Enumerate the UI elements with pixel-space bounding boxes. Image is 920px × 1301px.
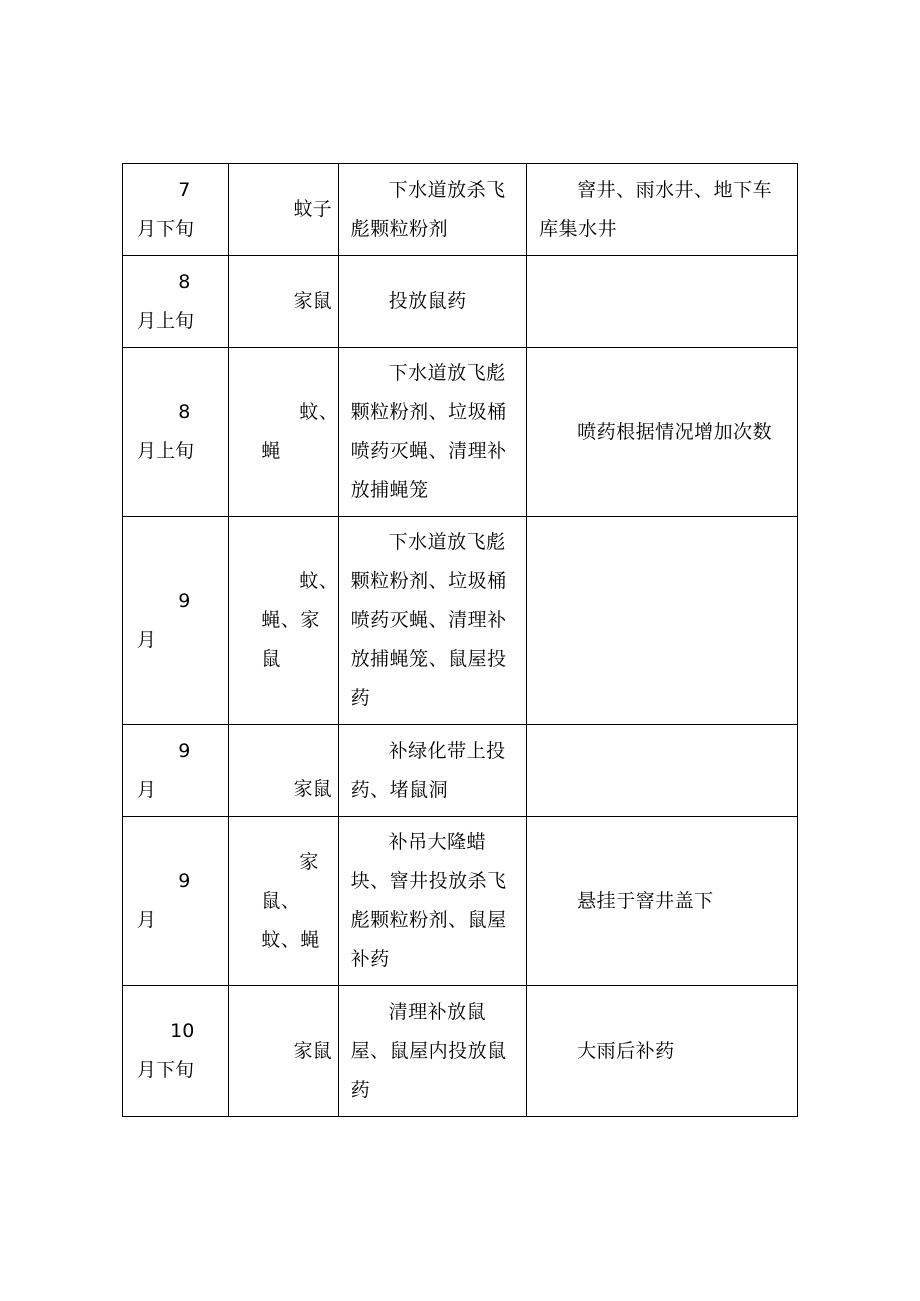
measure-text: 下水道放飞彪颗粒粉剂、垃圾桶喷药灭蝇、清理补放捕蝇笼、鼠屋投药 — [350, 531, 507, 709]
note-cell — [527, 348, 798, 517]
date-unit: 月上旬 — [137, 440, 195, 462]
date-unit: 月 — [137, 909, 157, 931]
date-cell — [123, 817, 229, 986]
pest-cell — [229, 256, 338, 348]
date-cell — [123, 517, 229, 725]
table-row — [123, 517, 798, 725]
date-unit: 月 — [137, 628, 157, 651]
date-cell — [123, 164, 229, 256]
table-row — [123, 256, 798, 348]
note-text: 大雨后补药 — [577, 1039, 675, 1062]
table-row — [123, 725, 798, 817]
measure-text: 补吊大隆蜡块、窨井投放杀飞彪颗粒粉剂、鼠屋补药 — [350, 831, 507, 970]
pest-cell — [229, 348, 338, 517]
table-row — [123, 817, 798, 986]
measure-cell — [338, 256, 527, 348]
date-cell — [123, 256, 229, 348]
date-cell — [123, 348, 229, 517]
date-number: 9 — [178, 870, 191, 892]
date-number: 8 — [178, 401, 191, 423]
pest-label: 家鼠 — [293, 290, 332, 312]
note-cell — [527, 517, 798, 725]
pest-label: 家鼠 — [293, 1039, 332, 1062]
pest-cell — [229, 517, 338, 725]
table-row — [123, 164, 798, 256]
note-text: 悬挂于窨井盖下 — [577, 889, 714, 912]
note-text: 窨井、雨水井、地下车库集水井 — [539, 178, 773, 240]
date-unit: 月 — [137, 778, 157, 801]
date-number: 10 — [170, 1020, 195, 1042]
date-number: 8 — [178, 270, 191, 293]
measure-text: 补绿化带上投药、堵鼠洞 — [350, 739, 506, 801]
pest-label: 家鼠、蚊、蝇 — [261, 850, 320, 951]
measure-text: 清理补放鼠屋、鼠屋内投放鼠药 — [350, 1000, 507, 1101]
note-cell — [527, 725, 798, 817]
note-text: 喷药根据情况增加次数 — [577, 420, 773, 443]
date-number: 9 — [178, 739, 191, 762]
pest-label: 蚊子 — [293, 198, 332, 220]
date-cell — [123, 725, 229, 817]
note-cell — [527, 817, 798, 986]
measure-cell — [338, 164, 527, 256]
measure-text: 下水道放飞彪颗粒粉剂、垃圾桶喷药灭蝇、清理补放捕蝇笼 — [350, 362, 507, 501]
pest-cell — [229, 986, 338, 1117]
measure-cell — [338, 817, 527, 986]
note-cell — [527, 256, 798, 348]
pest-cell — [229, 725, 338, 817]
pest-label: 家鼠 — [293, 778, 332, 800]
note-cell — [527, 986, 798, 1117]
measure-cell — [338, 986, 527, 1117]
measure-cell — [338, 517, 527, 725]
date-number: 7 — [178, 178, 191, 201]
pest-cell — [229, 164, 338, 256]
date-unit: 月下旬 — [137, 1059, 195, 1081]
measure-text: 下水道放杀飞彪颗粒粉剂 — [350, 178, 506, 240]
table-row — [123, 986, 798, 1117]
measure-text: 投放鼠药 — [388, 290, 467, 312]
pest-cell — [229, 817, 338, 986]
pest-label: 蚊、蝇、家鼠 — [261, 570, 339, 670]
pest-control-schedule-table — [122, 163, 798, 1117]
date-unit: 月下旬 — [137, 217, 195, 240]
date-number: 9 — [178, 589, 191, 612]
date-cell — [123, 986, 229, 1117]
measure-cell — [338, 348, 527, 517]
table-row — [123, 348, 798, 517]
date-unit: 月上旬 — [137, 309, 195, 332]
measure-cell — [338, 725, 527, 817]
note-cell — [527, 164, 798, 256]
pest-label: 蚊、蝇 — [261, 401, 339, 462]
